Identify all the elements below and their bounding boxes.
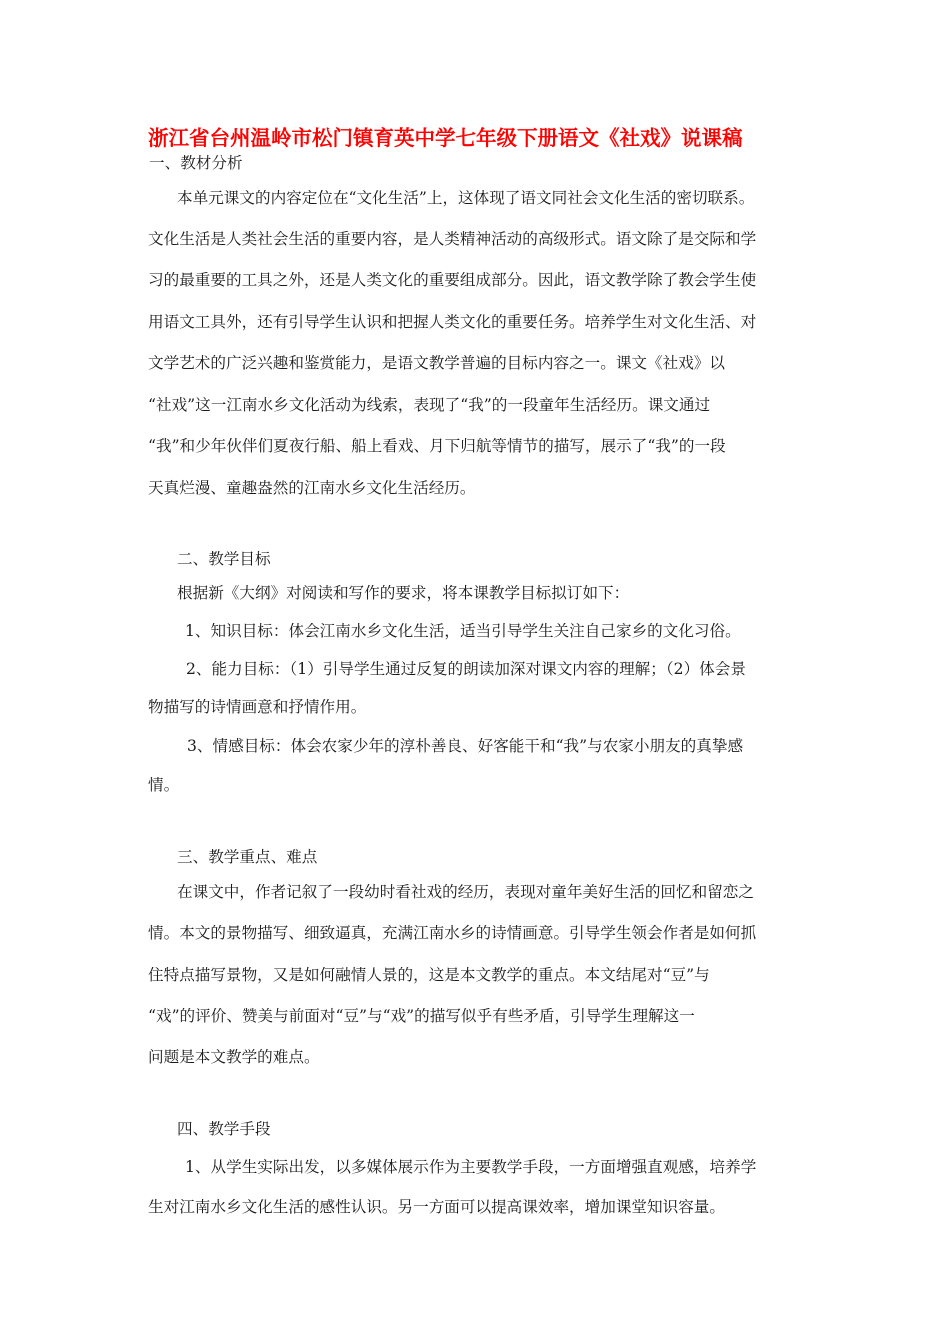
document-title: 浙江省台州温岭市松门镇育英中学七年级下册语文《社戏》说课稿 [148, 126, 743, 150]
paragraph-line: 3、情感目标：体会农家少年的淳朴善良、好客能干和“我”与农家小朋友的真挚感 [187, 737, 744, 755]
paragraph-line: 根据新《大纲》对阅读和写作的要求，将本课教学目标拟订如下： [177, 584, 630, 602]
paragraph-line: 本单元课文的内容定位在“文化生活”上，这体现了语文同社会文化生活的密切联系。 [177, 189, 755, 207]
paragraph-line: 2、能力目标：（1）引导学生通过反复的朗读加深对课文内容的理解；（2）体会景 [186, 660, 746, 678]
paragraph-line: 住特点描写景物，又是如何融情人景的，这是本文教学的重点。本文结尾对“豆”与 [148, 966, 710, 984]
section-heading: 三、教学重点、难点 [177, 848, 318, 866]
paragraph-line: 习的最重要的工具之外，还是人类文化的重要组成部分。因此，语文教学除了教会学生使 [148, 271, 757, 289]
paragraph-line: 情。本文的景物描写、细致逼真，充满江南水乡的诗情画意。引导学生领会作者是如何抓 [148, 924, 757, 942]
paragraph-line: 文化生活是人类社会生活的重要内容，是人类精神活动的高级形式。语文除了是交际和学 [148, 230, 757, 248]
section-heading: 二、教学目标 [177, 550, 271, 568]
section-heading: 一、教材分析 [149, 154, 243, 172]
paragraph-line: 文学艺术的广泛兴趣和鉴赏能力，是语文教学普遍的目标内容之一。课文《社戏》以 [148, 354, 725, 372]
paragraph-line: 在课文中，作者记叙了一段幼时看社戏的经历，表现对童年美好生活的回忆和留恋之 [177, 883, 754, 901]
paragraph-line: 天真烂漫、童趣盎然的江南水乡文化生活经历。 [148, 479, 476, 497]
paragraph-line: 情。 [148, 776, 180, 794]
paragraph-line: “社戏”这一江南水乡文化活动为线索，表现了“我”的一段童年生活经历。课文通过 [148, 396, 711, 414]
paragraph-line: 物描写的诗情画意和抒情作用。 [148, 698, 367, 716]
paragraph-line: 问题是本文教学的难点。 [148, 1048, 320, 1066]
paragraph-line: 生对江南水乡文化生活的感性认识。另一方面可以提高课效率，增加课堂知识容量。 [148, 1198, 725, 1216]
paragraph-line: 1、知识目标：体会江南水乡文化生活，适当引导学生关注自己家乡的文化习俗。 [185, 622, 741, 640]
paragraph-line: 用语文工具外，还有引导学生认识和把握人类文化的重要任务。培养学生对文化生活、对 [148, 313, 757, 331]
paragraph-line: “戏”的评价、赞美与前面对“豆”与“戏”的描写似乎有些矛盾，引导学生理解这一 [148, 1007, 695, 1025]
paragraph-line: 1、从学生实际出发，以多媒体展示作为主要教学手段，一方面增强直观感，培养学 [185, 1158, 757, 1176]
section-heading: 四、教学手段 [177, 1120, 271, 1138]
paragraph-line: “我”和少年伙伴们夏夜行船、船上看戏、月下归航等情节的描写，展示了“我”的一段 [148, 437, 726, 455]
